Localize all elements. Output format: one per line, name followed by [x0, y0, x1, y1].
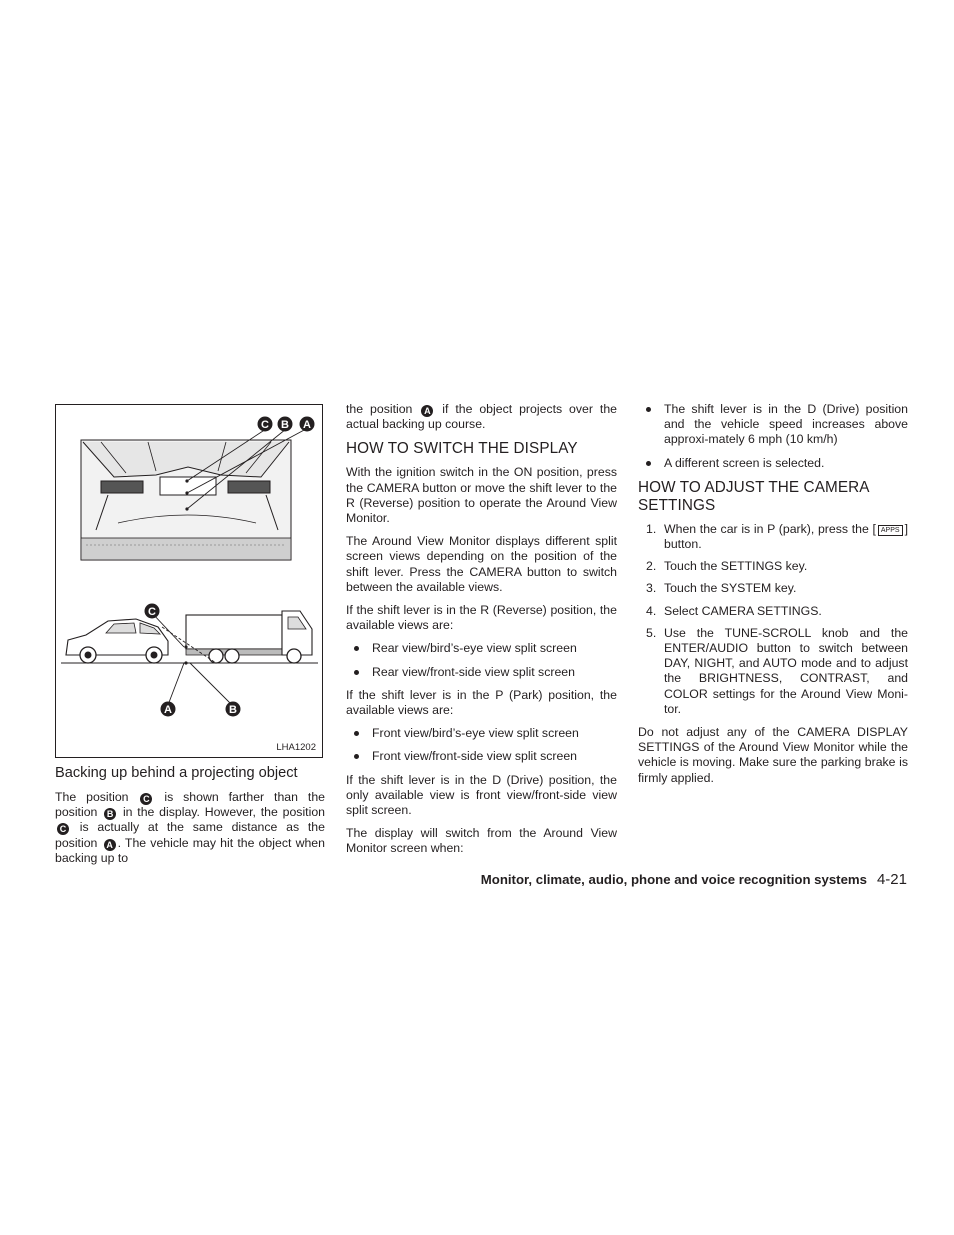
list-item: Front view/bird’s-eye view split screen [346, 726, 617, 741]
marker-a-top [300, 417, 315, 432]
footer-section-title: Monitor, climate, audio, phone and voice recognition systems [480, 872, 867, 887]
reverse-views-list [346, 641, 617, 679]
backing-up-diagram [56, 405, 324, 759]
paragraph: If the shift lever is in the P (Park) position, the available views are: [346, 687, 617, 718]
adjust-steps-list [638, 522, 908, 717]
page-footer [481, 871, 907, 888]
svg-text:A: A [303, 419, 311, 431]
paragraph: The Around View Monitor displays different split screen views depending on the position of the shift lever. Press the CAMERA button to switch between the available views. [346, 534, 617, 594]
marker-c-side [145, 604, 160, 619]
marker-c-inline: C [140, 793, 152, 805]
camera-display-view [81, 429, 306, 560]
list-item: Front view/front-side view split screen [346, 749, 617, 764]
step-item: 2. Touch the SETTINGS key. [646, 559, 808, 574]
step-item: 5. Use the TUNE-SCROLL knob and the ENTER/AUDIO button to switch between DAY, NIGHT, and AUTO mode and to adjust the BRIGHTNESS, CONTRAST, and COLOR settings for the Around View Moni-tor. [646, 625, 908, 716]
heading-switch-display: HOW TO SWITCH THE DISPLAY [346, 440, 578, 458]
paragraph: If the shift lever is in the D (Drive) position, the only available view is front view/front-side view split screen. [346, 772, 617, 818]
marker-c-inline: C [57, 823, 69, 835]
continued-paragraph: the position A if the object projects over the actual backing up course. [346, 402, 617, 432]
warning-paragraph: Do not adjust any of the CAMERA DISPLAY SETTINGS of the Around View Monitor while the vehicle is moving. Make sure the parking brake is firmly applied. [638, 725, 908, 785]
marker-b-side [226, 702, 241, 717]
marker-a-inline: A [421, 405, 433, 417]
figure-code: LHA1202 [276, 742, 316, 753]
svg-text:B: B [281, 419, 289, 431]
column-1 [55, 764, 325, 874]
list-item: Rear view/front-side view split screen [346, 665, 617, 680]
svg-text:B: B [229, 704, 237, 716]
svg-text:C: C [148, 606, 156, 618]
side-view-scene [61, 611, 318, 705]
svg-text:C: C [261, 419, 269, 431]
apps-button-icon: APPS [878, 525, 903, 536]
column-2 [346, 402, 617, 865]
list-item: The shift lever is in the D (Drive) position and the vehicle speed increases above approxi-mately 6 mph (10 km/h) [638, 402, 908, 448]
caption-paragraph: The position C is shown farther than the position B in the display. However, the position C is actually at the same distance as the position A . The vehicle may hit the object when backing up to [55, 790, 325, 865]
list-item: A different screen is selected. [638, 456, 908, 471]
paragraph: If the shift lever is in the R (Reverse) position, the available views are: [346, 603, 617, 633]
switch-conditions-list [638, 402, 908, 471]
park-views-list [346, 726, 617, 764]
list-item: Rear view/bird’s-eye view split screen [346, 641, 617, 656]
step-item: 4. Select CAMERA SETTINGS. [646, 603, 822, 618]
column-3 [638, 402, 908, 794]
step-item: 1. When the car is in P (park), press the [ APPS ] button. [646, 521, 908, 552]
marker-b-inline: B [104, 808, 116, 820]
marker-a-side [161, 702, 176, 717]
paragraph: With the ignition switch in the ON position, press the CAMERA button or move the shift lever to the R (Reverse) position to operate the Around View Monitor. [346, 465, 617, 526]
marker-c-top [258, 417, 273, 432]
paragraph: The display will switch from the Around View Monitor screen when: [346, 826, 617, 856]
step-item: 3. Touch the SYSTEM key. [646, 581, 797, 596]
illustration-figure [55, 404, 323, 758]
figure-caption: Backing up behind a projecting object [55, 765, 298, 781]
svg-text:A: A [164, 704, 172, 716]
heading-adjust-camera: HOW TO ADJUST THE CAMERA SETTINGS [638, 478, 869, 514]
marker-b-top [278, 417, 293, 432]
marker-a-inline: A [104, 839, 116, 851]
page-number: 4-21 [876, 871, 907, 888]
